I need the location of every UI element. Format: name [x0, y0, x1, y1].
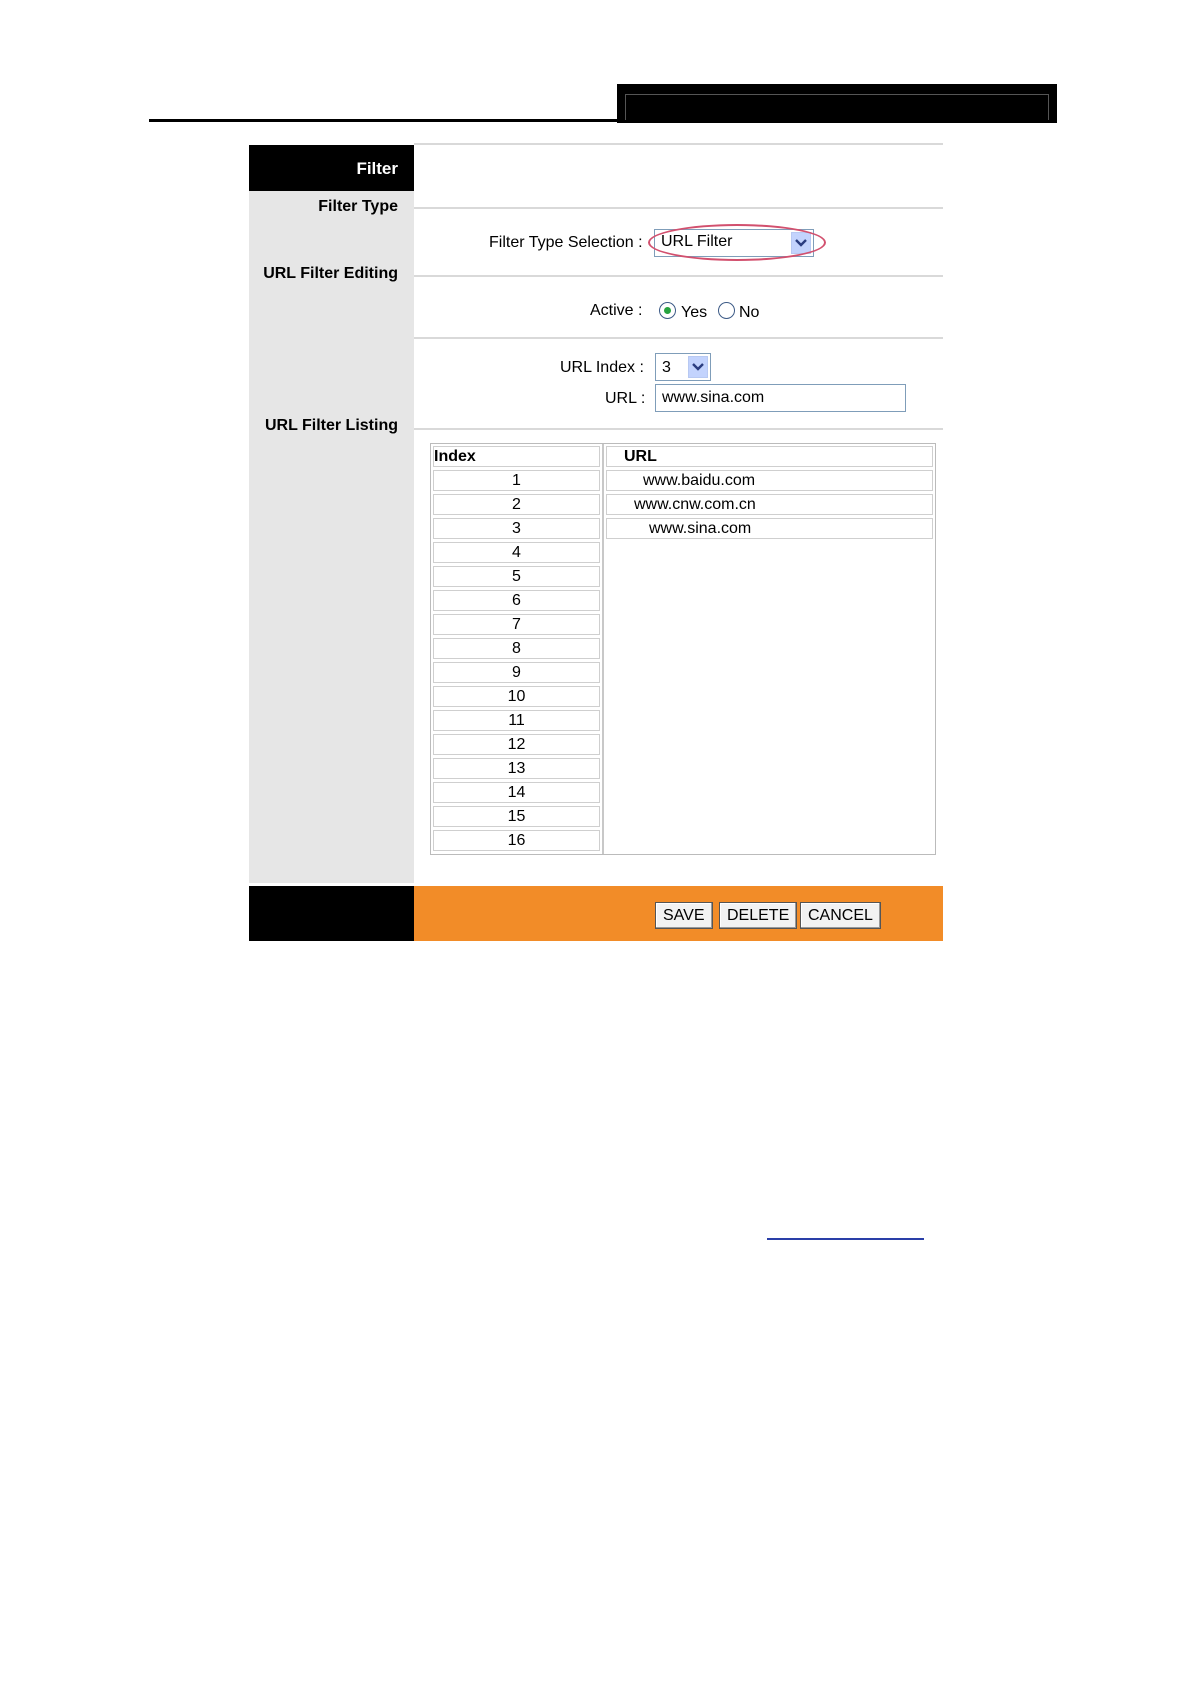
index-cell: 13: [433, 758, 600, 779]
index-cell: 5: [433, 566, 600, 587]
index-cell: 9: [433, 662, 600, 683]
filter-type-value: URL Filter: [661, 233, 733, 250]
column-header-index: Index: [433, 446, 600, 467]
index-cell: 7: [433, 614, 600, 635]
url-index-value: 3: [662, 359, 671, 376]
index-cell: 15: [433, 806, 600, 827]
index-cell: 12: [433, 734, 600, 755]
url-input[interactable]: [655, 384, 906, 412]
sidebar: [249, 145, 414, 883]
footer-left: [249, 886, 414, 941]
index-cell: 11: [433, 710, 600, 731]
save-button[interactable]: SAVE: [655, 902, 713, 929]
delete-button[interactable]: DELETE: [719, 902, 797, 929]
divider: [414, 428, 943, 430]
active-yes-radio[interactable]: [659, 302, 676, 319]
filter-type-select[interactable]: [654, 229, 814, 257]
chevron-down-icon[interactable]: [688, 356, 708, 378]
index-cell: 8: [433, 638, 600, 659]
index-cell: 3: [433, 518, 600, 539]
index-cell: 1: [433, 470, 600, 491]
footer-bar: [414, 886, 943, 941]
sidebar-header: [249, 145, 414, 191]
url-index-select[interactable]: [655, 353, 711, 381]
sidebar-label-url-filter-editing: URL Filter Editing: [263, 265, 398, 282]
url-label: URL :: [605, 390, 646, 407]
page-header-rule: [149, 119, 619, 122]
url-cell: www.sina.com: [606, 518, 933, 539]
index-cell: 2: [433, 494, 600, 515]
active-label: Active :: [590, 302, 643, 319]
active-no-label: No: [739, 304, 760, 321]
index-cell: 4: [433, 542, 600, 563]
url-cell: www.baidu.com: [606, 470, 933, 491]
filter-type-label: Filter Type Selection :: [489, 234, 643, 251]
router-filter-screen: [249, 145, 943, 941]
index-cell: 6: [433, 590, 600, 611]
url-index-label: URL Index :: [560, 359, 644, 376]
active-no-radio[interactable]: [718, 302, 735, 319]
divider: [414, 207, 943, 209]
column-header-url: URL: [606, 446, 933, 467]
chevron-down-icon[interactable]: [791, 232, 811, 254]
index-cell: 16: [433, 830, 600, 851]
sidebar-label-url-filter-listing: URL Filter Listing: [264, 417, 398, 434]
index-cell: 10: [433, 686, 600, 707]
index-cell: 14: [433, 782, 600, 803]
url-cell: www.cnw.com.cn: [606, 494, 933, 515]
divider: [414, 337, 943, 339]
divider: [414, 143, 943, 145]
url-filter-listing-table: [430, 443, 936, 855]
page-header-box: [617, 84, 1057, 123]
index-column: [431, 444, 604, 854]
section-title: Filter: [356, 159, 398, 178]
active-yes-label: Yes: [681, 304, 708, 321]
document-link-underline[interactable]: [767, 1238, 924, 1240]
cancel-button[interactable]: CANCEL: [800, 902, 881, 929]
divider: [414, 275, 943, 277]
sidebar-label-filter-type: Filter Type: [318, 198, 398, 215]
